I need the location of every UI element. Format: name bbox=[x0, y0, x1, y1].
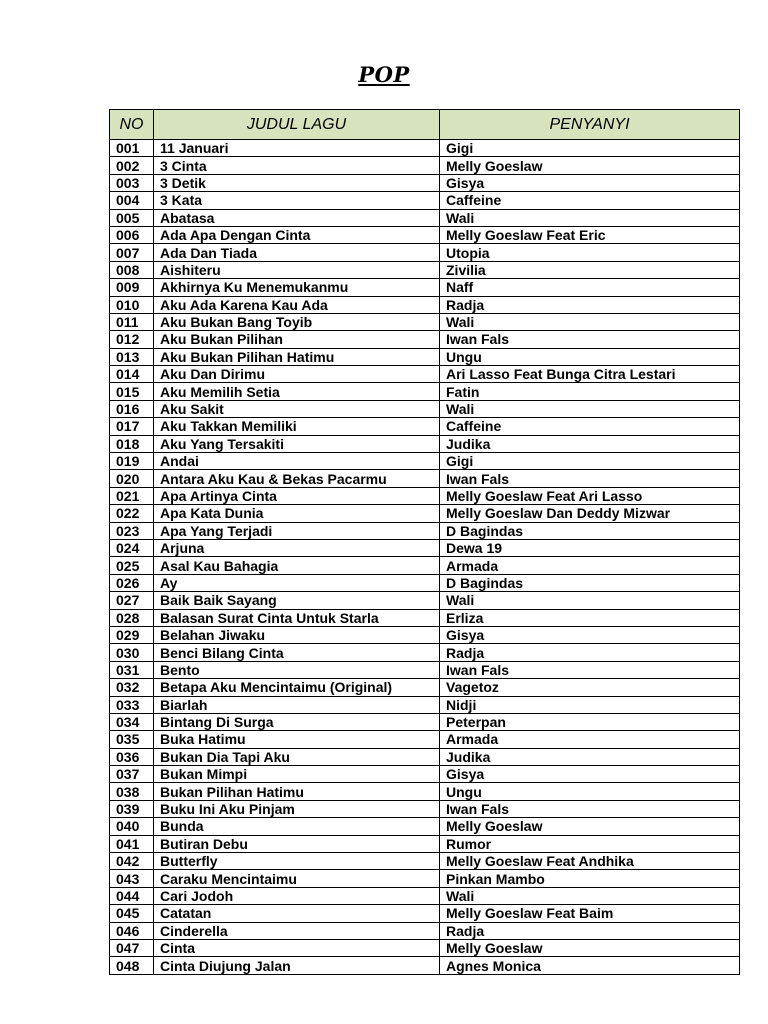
table-row bbox=[110, 592, 740, 609]
table-row bbox=[110, 226, 740, 243]
table-row bbox=[110, 192, 740, 209]
cell-no: 008 bbox=[110, 261, 154, 278]
table-row bbox=[110, 818, 740, 835]
cell-no: 041 bbox=[110, 835, 154, 852]
table-row bbox=[110, 574, 740, 591]
table-row bbox=[110, 383, 740, 400]
cell-song-title: Asal Kau Bahagia bbox=[154, 557, 440, 574]
cell-artist: D Bagindas bbox=[440, 574, 740, 591]
cell-no: 022 bbox=[110, 505, 154, 522]
cell-song-title: Apa Kata Dunia bbox=[154, 505, 440, 522]
cell-song-title: 11 Januari bbox=[154, 140, 440, 157]
cell-no: 028 bbox=[110, 609, 154, 626]
table-row bbox=[110, 331, 740, 348]
cell-no: 043 bbox=[110, 870, 154, 887]
cell-song-title: Benci Bilang Cinta bbox=[154, 644, 440, 661]
cell-artist: Caffeine bbox=[440, 418, 740, 435]
cell-song-title: Ay bbox=[154, 574, 440, 591]
cell-song-title: Bukan Mimpi bbox=[154, 766, 440, 783]
cell-no: 040 bbox=[110, 818, 154, 835]
cell-artist: Wali bbox=[440, 887, 740, 904]
cell-artist: Pinkan Mambo bbox=[440, 870, 740, 887]
cell-artist: Wali bbox=[440, 313, 740, 330]
cell-song-title: Bunda bbox=[154, 818, 440, 835]
page-title: POP bbox=[358, 62, 410, 87]
table-row bbox=[110, 209, 740, 226]
table-row bbox=[110, 609, 740, 626]
cell-no: 044 bbox=[110, 887, 154, 904]
table-row bbox=[110, 905, 740, 922]
cell-song-title: Butterfly bbox=[154, 853, 440, 870]
table-row bbox=[110, 174, 740, 191]
table-row bbox=[110, 939, 740, 956]
cell-no: 047 bbox=[110, 939, 154, 956]
cell-artist: Radja bbox=[440, 296, 740, 313]
cell-no: 024 bbox=[110, 539, 154, 556]
cell-artist: Wali bbox=[440, 209, 740, 226]
cell-no: 010 bbox=[110, 296, 154, 313]
table-row bbox=[110, 244, 740, 261]
table-row bbox=[110, 835, 740, 852]
cell-song-title: Cinta Diujung Jalan bbox=[154, 957, 440, 974]
cell-song-title: Betapa Aku Mencintaimu (Original) bbox=[154, 679, 440, 696]
cell-song-title: Buku Ini Aku Pinjam bbox=[154, 800, 440, 817]
cell-song-title: Cinderella bbox=[154, 922, 440, 939]
table-row bbox=[110, 887, 740, 904]
cell-no: 018 bbox=[110, 435, 154, 452]
cell-song-title: Aishiteru bbox=[154, 261, 440, 278]
table-row bbox=[110, 279, 740, 296]
cell-no: 009 bbox=[110, 279, 154, 296]
cell-artist: Gisya bbox=[440, 174, 740, 191]
cell-no: 025 bbox=[110, 557, 154, 574]
table-row bbox=[110, 731, 740, 748]
cell-artist: D Bagindas bbox=[440, 522, 740, 539]
cell-no: 036 bbox=[110, 748, 154, 765]
cell-song-title: Cari Jodoh bbox=[154, 887, 440, 904]
cell-song-title: Apa Yang Terjadi bbox=[154, 522, 440, 539]
header-artist: PENYANYI bbox=[440, 110, 740, 140]
cell-artist: Radja bbox=[440, 922, 740, 939]
cell-no: 004 bbox=[110, 192, 154, 209]
table-row bbox=[110, 679, 740, 696]
cell-artist: Dewa 19 bbox=[440, 539, 740, 556]
cell-song-title: Baik Baik Sayang bbox=[154, 592, 440, 609]
cell-artist: Gisya bbox=[440, 626, 740, 643]
cell-no: 026 bbox=[110, 574, 154, 591]
cell-artist: Erliza bbox=[440, 609, 740, 626]
cell-artist: Naff bbox=[440, 279, 740, 296]
table-row bbox=[110, 644, 740, 661]
cell-no: 003 bbox=[110, 174, 154, 191]
cell-artist: Ungu bbox=[440, 783, 740, 800]
cell-song-title: 3 Detik bbox=[154, 174, 440, 191]
cell-song-title: Aku Yang Tersakiti bbox=[154, 435, 440, 452]
cell-song-title: Ada Dan Tiada bbox=[154, 244, 440, 261]
cell-song-title: Catatan bbox=[154, 905, 440, 922]
header-no: NO bbox=[110, 110, 154, 140]
cell-no: 005 bbox=[110, 209, 154, 226]
cell-no: 039 bbox=[110, 800, 154, 817]
cell-artist: Melly Goeslaw bbox=[440, 157, 740, 174]
table-row bbox=[110, 853, 740, 870]
cell-artist: Iwan Fals bbox=[440, 800, 740, 817]
cell-artist: Iwan Fals bbox=[440, 661, 740, 678]
table-row bbox=[110, 661, 740, 678]
cell-song-title: Antara Aku Kau & Bekas Pacarmu bbox=[154, 470, 440, 487]
cell-song-title: Butiran Debu bbox=[154, 835, 440, 852]
cell-no: 006 bbox=[110, 226, 154, 243]
cell-no: 032 bbox=[110, 679, 154, 696]
cell-no: 038 bbox=[110, 783, 154, 800]
cell-no: 016 bbox=[110, 400, 154, 417]
cell-artist: Utopia bbox=[440, 244, 740, 261]
cell-song-title: Bukan Pilihan Hatimu bbox=[154, 783, 440, 800]
cell-artist: Melly Goeslaw Feat Baim bbox=[440, 905, 740, 922]
cell-no: 035 bbox=[110, 731, 154, 748]
cell-no: 037 bbox=[110, 766, 154, 783]
cell-song-title: Abatasa bbox=[154, 209, 440, 226]
cell-artist: Agnes Monica bbox=[440, 957, 740, 974]
table-row bbox=[110, 783, 740, 800]
cell-no: 020 bbox=[110, 470, 154, 487]
cell-song-title: Aku Ada Karena Kau Ada bbox=[154, 296, 440, 313]
cell-song-title: Bintang Di Surga bbox=[154, 713, 440, 730]
table-row bbox=[110, 505, 740, 522]
cell-no: 001 bbox=[110, 140, 154, 157]
cell-no: 017 bbox=[110, 418, 154, 435]
cell-no: 015 bbox=[110, 383, 154, 400]
cell-artist: Armada bbox=[440, 731, 740, 748]
cell-artist: Melly Goeslaw Feat Andhika bbox=[440, 853, 740, 870]
cell-song-title: Cinta bbox=[154, 939, 440, 956]
table-row bbox=[110, 696, 740, 713]
cell-song-title: 3 Cinta bbox=[154, 157, 440, 174]
cell-artist: Melly Goeslaw Dan Deddy Mizwar bbox=[440, 505, 740, 522]
table-row bbox=[110, 140, 740, 157]
table-row bbox=[110, 157, 740, 174]
cell-song-title: Andai bbox=[154, 453, 440, 470]
cell-artist: Radja bbox=[440, 644, 740, 661]
cell-artist: Melly Goeslaw bbox=[440, 939, 740, 956]
table-row bbox=[110, 453, 740, 470]
cell-artist: Iwan Fals bbox=[440, 331, 740, 348]
cell-artist: Ungu bbox=[440, 348, 740, 365]
cell-song-title: Apa Artinya Cinta bbox=[154, 487, 440, 504]
cell-artist: Rumor bbox=[440, 835, 740, 852]
cell-song-title: Arjuna bbox=[154, 539, 440, 556]
table-row bbox=[110, 957, 740, 974]
cell-song-title: Aku Bukan Pilihan bbox=[154, 331, 440, 348]
cell-artist: Wali bbox=[440, 592, 740, 609]
table-row bbox=[110, 261, 740, 278]
header-song-title: JUDUL LAGU bbox=[154, 110, 440, 140]
table-row bbox=[110, 870, 740, 887]
table-row bbox=[110, 626, 740, 643]
cell-artist: Nidji bbox=[440, 696, 740, 713]
cell-song-title: Aku Takkan Memiliki bbox=[154, 418, 440, 435]
cell-artist: Melly Goeslaw bbox=[440, 818, 740, 835]
song-table bbox=[109, 109, 740, 975]
cell-no: 014 bbox=[110, 366, 154, 383]
cell-no: 042 bbox=[110, 853, 154, 870]
cell-song-title: Bukan Dia Tapi Aku bbox=[154, 748, 440, 765]
cell-no: 030 bbox=[110, 644, 154, 661]
cell-song-title: Biarlah bbox=[154, 696, 440, 713]
table-row bbox=[110, 800, 740, 817]
header-row bbox=[110, 110, 740, 140]
cell-no: 027 bbox=[110, 592, 154, 609]
cell-song-title: Belahan Jiwaku bbox=[154, 626, 440, 643]
cell-no: 031 bbox=[110, 661, 154, 678]
cell-song-title: Aku Memilih Setia bbox=[154, 383, 440, 400]
cell-no: 021 bbox=[110, 487, 154, 504]
cell-artist: Peterpan bbox=[440, 713, 740, 730]
table-row bbox=[110, 557, 740, 574]
cell-no: 023 bbox=[110, 522, 154, 539]
cell-artist: Armada bbox=[440, 557, 740, 574]
table-row bbox=[110, 296, 740, 313]
cell-no: 046 bbox=[110, 922, 154, 939]
cell-artist: Iwan Fals bbox=[440, 470, 740, 487]
table-row bbox=[110, 766, 740, 783]
cell-no: 034 bbox=[110, 713, 154, 730]
cell-artist: Gigi bbox=[440, 453, 740, 470]
cell-no: 002 bbox=[110, 157, 154, 174]
cell-no: 029 bbox=[110, 626, 154, 643]
cell-artist: Vagetoz bbox=[440, 679, 740, 696]
cell-song-title: Balasan Surat Cinta Untuk Starla bbox=[154, 609, 440, 626]
cell-artist: Zivilia bbox=[440, 261, 740, 278]
table-row bbox=[110, 748, 740, 765]
cell-artist: Wali bbox=[440, 400, 740, 417]
table-row bbox=[110, 435, 740, 452]
cell-no: 013 bbox=[110, 348, 154, 365]
table-row bbox=[110, 539, 740, 556]
cell-artist: Judika bbox=[440, 435, 740, 452]
cell-artist: Fatin bbox=[440, 383, 740, 400]
cell-no: 012 bbox=[110, 331, 154, 348]
table-row bbox=[110, 522, 740, 539]
cell-song-title: Aku Bukan Bang Toyib bbox=[154, 313, 440, 330]
cell-artist: Melly Goeslaw Feat Eric bbox=[440, 226, 740, 243]
cell-song-title: Bento bbox=[154, 661, 440, 678]
cell-song-title: Caraku Mencintaimu bbox=[154, 870, 440, 887]
table-row bbox=[110, 366, 740, 383]
cell-song-title: Aku Dan Dirimu bbox=[154, 366, 440, 383]
cell-song-title: 3 Kata bbox=[154, 192, 440, 209]
table-row bbox=[110, 470, 740, 487]
table-header bbox=[110, 110, 740, 140]
table-row bbox=[110, 713, 740, 730]
cell-no: 007 bbox=[110, 244, 154, 261]
cell-no: 048 bbox=[110, 957, 154, 974]
table-row bbox=[110, 418, 740, 435]
cell-song-title: Aku Bukan Pilihan Hatimu bbox=[154, 348, 440, 365]
cell-artist: Caffeine bbox=[440, 192, 740, 209]
cell-no: 019 bbox=[110, 453, 154, 470]
cell-no: 011 bbox=[110, 313, 154, 330]
cell-song-title: Akhirnya Ku Menemukanmu bbox=[154, 279, 440, 296]
table-body bbox=[110, 140, 740, 975]
cell-no: 033 bbox=[110, 696, 154, 713]
cell-artist: Melly Goeslaw Feat Ari Lasso bbox=[440, 487, 740, 504]
table-row bbox=[110, 487, 740, 504]
cell-artist: Gisya bbox=[440, 766, 740, 783]
cell-no: 045 bbox=[110, 905, 154, 922]
cell-song-title: Buka Hatimu bbox=[154, 731, 440, 748]
table-row bbox=[110, 348, 740, 365]
table-row bbox=[110, 922, 740, 939]
cell-artist: Judika bbox=[440, 748, 740, 765]
cell-artist: Gigi bbox=[440, 140, 740, 157]
cell-song-title: Ada Apa Dengan Cinta bbox=[154, 226, 440, 243]
cell-artist: Ari Lasso Feat Bunga Citra Lestari bbox=[440, 366, 740, 383]
table-row bbox=[110, 313, 740, 330]
cell-song-title: Aku Sakit bbox=[154, 400, 440, 417]
table-row bbox=[110, 400, 740, 417]
